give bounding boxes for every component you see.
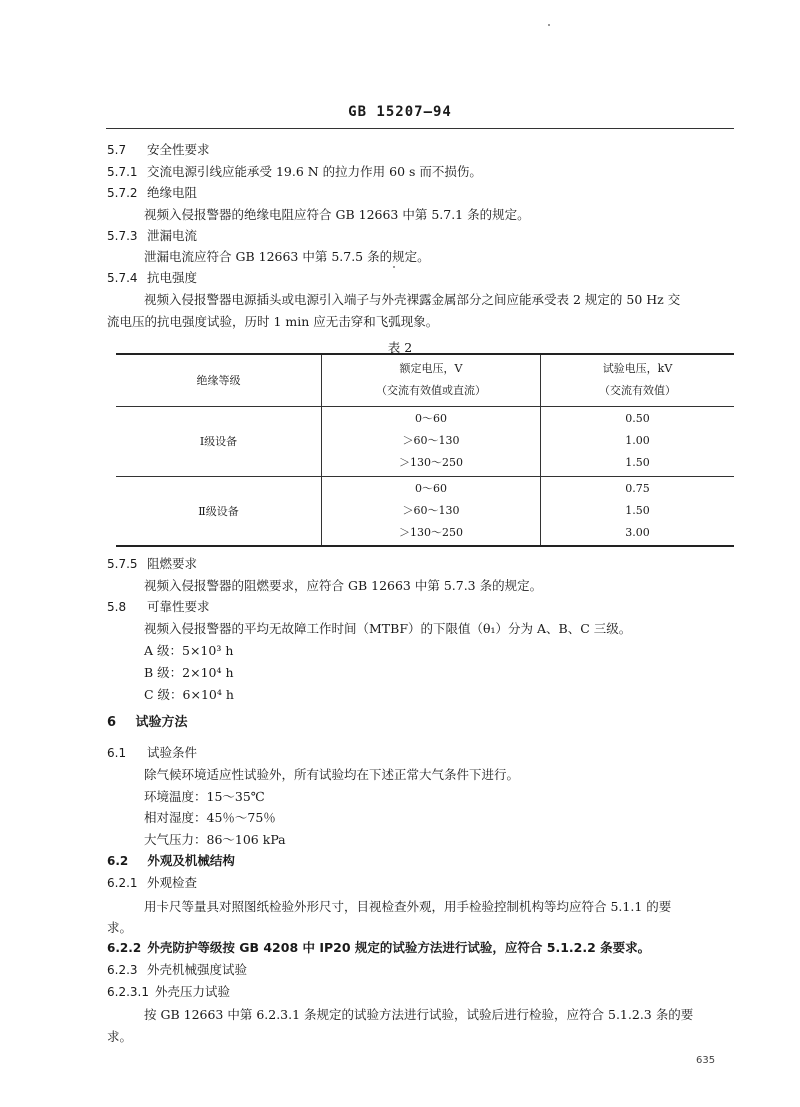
test-voltage-value: 1.50 — [625, 456, 650, 469]
header-test-voltage — [541, 354, 735, 406]
section-5-7-3 — [107, 228, 197, 244]
section-title: 外壳压力试验 — [154, 984, 230, 999]
section-6-2-1-body-line2: 求。 — [107, 920, 133, 935]
section-5-7-3-body: 泄漏电流应符合 GB 12663 中第 5.7.5 条的规定。 — [144, 249, 430, 264]
section-number: 5.7.1 — [107, 165, 138, 179]
header-insulation-level: 绝缘等级 — [196, 374, 241, 388]
rated-voltage-value: ＞60～130 — [402, 503, 460, 517]
scan-speck — [548, 24, 550, 26]
table-header-row — [116, 354, 734, 406]
test-voltage-cell — [541, 406, 735, 476]
section-5-7-4 — [107, 270, 197, 286]
section-text: 外壳防护等级按 GB 4208 中 IP20 规定的试验方法进行试验，应符合 5.1.2.2 条要求。 — [147, 940, 651, 955]
header-rated-voltage — [322, 354, 541, 406]
table-caption: 表 2 — [387, 340, 413, 355]
mtbf-grade-b: B 级：2×10⁴ h — [144, 665, 234, 680]
test-voltage-cell — [541, 476, 735, 546]
section-6-1 — [107, 745, 197, 761]
section-number: 6.2.2 — [107, 941, 142, 955]
section-text: 交流电源引线应能承受 19.6 N 的拉力作用 60 s 而不损伤。 — [146, 164, 482, 179]
section-number: 5.7.5 — [107, 557, 138, 571]
section-6-2 — [107, 853, 235, 869]
test-voltage-value: 0.75 — [625, 481, 650, 495]
page-number: 635 — [696, 1055, 716, 1066]
section-number: 6.2 — [107, 854, 129, 868]
section-5-7-5-body: 视频入侵报警器的阻燃要求，应符合 GB 12663 中第 5.7.3 条的规定。 — [144, 578, 543, 593]
mtbf-grade-a: A 级：5×10³ h — [144, 643, 234, 658]
test-voltage-value: 0.50 — [625, 412, 650, 425]
scan-speck — [393, 266, 395, 268]
section-title: 试验方法 — [135, 715, 188, 730]
section-6-2-3-1-body-line1: 按 GB 12663 中第 6.2.3.1 条规定的试验方法进行试验，试验后进行检验，应符合 5.1.2.3 条的要 — [144, 1007, 694, 1022]
section-6-2-3 — [107, 962, 247, 978]
section-6-1-body: 除气候环境适应性试验外，所有试验均在下述正常大气条件下进行。 — [144, 767, 520, 782]
section-5-7-5 — [107, 556, 197, 572]
condition-humidity: 相对湿度：45％～75％ — [144, 810, 276, 825]
section-6-2-3-1-body-line2: 求。 — [107, 1029, 133, 1044]
section-5-7-1 — [107, 164, 482, 180]
table-row — [116, 476, 734, 546]
section-5-8 — [107, 599, 210, 615]
section-number: 6.2.1 — [107, 876, 138, 890]
test-voltage-value: 3.00 — [625, 525, 650, 539]
section-title: 抗电强度 — [146, 270, 197, 285]
section-5-7-2 — [107, 185, 197, 201]
table-row — [116, 406, 734, 476]
section-number: 5.7.4 — [107, 271, 138, 285]
section-5-8-body: 视频入侵报警器的平均无故障工作时间（MTBF）的下限值（θ₁）分为 A、B、C 三级。 — [144, 621, 632, 636]
insulation-level-cell: Ⅱ级设备 — [198, 504, 239, 518]
section-5-7-4-body-line1: 视频入侵报警器电源插头或电源引入端子与外壳裸露金属部分之间应能承受表 2 规定的 50 Hz 交 — [144, 292, 681, 307]
rated-voltage-value: ＞60～130 — [402, 434, 460, 447]
mtbf-grade-c: C 级：6×10⁴ h — [144, 687, 234, 702]
section-number: 5.8 — [107, 600, 127, 614]
section-title: 外观检查 — [146, 875, 197, 890]
insulation-level-cell: Ⅰ级设备 — [199, 435, 238, 448]
section-number: 6.2.3.1 — [107, 985, 149, 999]
rated-voltage-cell — [322, 406, 541, 476]
section-title: 外观及机械结构 — [147, 853, 235, 868]
test-voltage-value: 1.50 — [625, 503, 650, 517]
section-number: 6.2.3 — [107, 963, 138, 977]
condition-temperature: 环境温度：15～35℃ — [144, 789, 265, 804]
section-title: 泄漏电流 — [146, 228, 197, 243]
rated-voltage-value: 0～60 — [415, 412, 447, 425]
header-rated-voltage-line2: （交流有效值或直流） — [376, 384, 486, 398]
section-6-2-3-1 — [107, 984, 230, 1000]
test-voltage-value: 1.00 — [625, 434, 650, 447]
section-number: 6 — [107, 715, 117, 730]
rated-voltage-cell — [322, 476, 541, 546]
section-number: 5.7 — [107, 143, 127, 157]
section-number: 5.7.2 — [107, 186, 138, 200]
header-rule — [106, 128, 734, 129]
section-title: 绝缘电阻 — [146, 185, 197, 200]
section-6-2-1 — [107, 875, 197, 891]
section-number: 6.1 — [107, 746, 127, 760]
section-title: 安全性要求 — [146, 142, 210, 157]
standard-header: GB 15207—94 — [348, 104, 452, 120]
section-title: 外壳机械强度试验 — [146, 962, 247, 977]
section-5-7-4-body-line2: 流电压的抗电强度试验，历时 1 min 应无击穿和飞弧现象。 — [107, 314, 439, 329]
header-test-voltage-line1: 试验电压，kV — [602, 362, 673, 376]
section-5-7-2-body: 视频入侵报警器的绝缘电阻应符合 GB 12663 中第 5.7.1 条的规定。 — [144, 207, 530, 222]
condition-pressure: 大气压力：86～106 kPa — [144, 832, 286, 847]
rated-voltage-value: 0～60 — [415, 481, 447, 495]
rated-voltage-value: ＞130～250 — [399, 525, 463, 539]
table-2 — [116, 353, 734, 547]
section-6-2-2 — [107, 940, 650, 956]
section-number: 5.7.3 — [107, 229, 138, 243]
section-5-7 — [107, 142, 210, 158]
section-6-2-1-body-line1: 用卡尺等量具对照图纸检验外形尺寸，目视检查外观，用手检验控制机构等均应符合 5.1.1 的要 — [144, 899, 672, 914]
section-6-heading — [107, 715, 188, 731]
rated-voltage-value: ＞130～250 — [399, 456, 463, 469]
header-rated-voltage-line1: 额定电压，V — [399, 362, 463, 376]
section-title: 可靠性要求 — [146, 599, 210, 614]
section-title: 阻燃要求 — [146, 556, 197, 571]
section-title: 试验条件 — [146, 745, 197, 760]
header-test-voltage-line2: （交流有效值） — [599, 384, 676, 398]
